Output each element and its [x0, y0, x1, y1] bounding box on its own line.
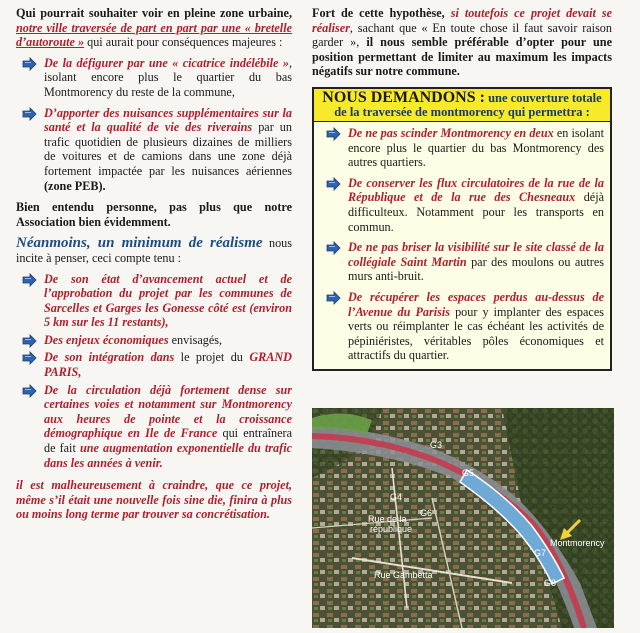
label-rue-2: république	[370, 524, 413, 534]
list-item: De la circulation déjà fortement dense sur certaines voies et notamment sur Montmorency aux heures de pointe et la croissance démographique en Ile de France qui entraînera de fait une augmentation exponentielle du trafic dans les années à venir.	[16, 383, 292, 471]
aerial-map	[312, 408, 614, 628]
list-item: De son état d’avancement actuel et de l’approbation du projet par les communes de Sarcelles et Garges les Gonesse côté est (environ 5 km sur les 11 restants),	[16, 272, 292, 330]
intro-paragraph: Qui pourrait souhaiter voir en pleine zone urbaine, notre ville traversée de part en part par une « bretelle d’autoroute » qui aurait pour conséquences majeures :	[16, 6, 292, 50]
arrow-bullet-icon	[326, 291, 341, 305]
list-item: De ne pas briser la visibilité sur le site classé de la collégiale Saint Martin par des moulons ou autres murs anti-bruit.	[320, 240, 604, 284]
list-item: De ne pas scinder Montmorency en deux en isolant encore plus le quartier du bas Montmorency des autres quartiers.	[320, 126, 604, 170]
demands-title: NOUS DEMANDONS : une couverture totale de la traversée de montmorency qui permettra :	[314, 89, 610, 122]
label-gambetta: Rue Gambetta	[374, 570, 433, 580]
label-montmorency: Montmorency	[550, 538, 605, 548]
list-item: Des enjeux économiques envisagés,	[16, 333, 292, 348]
demands-box	[312, 87, 612, 371]
hypothesis-paragraph: Fort de cette hypothèse, si toutefois ce projet devait se réaliser, sachant que « En toute chose il faut savoir raison garder », il nous semble préférable d’opter pour une position permettant de limiter au maximum les impacts négatifs sur notre commune.	[312, 6, 612, 79]
right-column	[312, 6, 612, 371]
statement-paragraph: Bien entendu personne, pas plus que notre Association bien évidemment.	[16, 200, 292, 229]
arrow-bullet-icon	[22, 351, 37, 365]
label-g4: G4	[390, 492, 403, 502]
arrow-bullet-icon	[326, 241, 341, 255]
arrow-bullet-icon	[22, 57, 37, 71]
list-item: De conserver les flux circulatoires de la rue de la République et de la rue des Chesneaux déjà difficulteux. Notamment pour les transports en commun.	[320, 176, 604, 234]
label-g5: G5	[462, 468, 475, 478]
label-rue-1: Rue de la	[368, 514, 407, 524]
label-g3: G3	[430, 440, 443, 450]
list-item: De la défigurer par une « cicatrice indélébile », isolant encore plus le quartier du bas Montmorency du reste de la commune,	[16, 56, 292, 100]
arrow-bullet-icon	[326, 127, 341, 141]
label-g6: G6	[420, 508, 433, 518]
conclusion-paragraph: il est malheureusement à craindre, que ce projet, même s’il était une nouvelle fois sine die, finira à plus ou moins long terme par trouver sa concrétisation.	[16, 478, 293, 522]
arrow-bullet-icon	[22, 273, 37, 287]
list-item: De récupérer les espaces perdus au-dessus de l’Avenue du Parisis pour y implanter des espaces verts ou réimplanter le cas échéant les activités de pépiniéristes, véritables pôles économiques et attractifs du quartier.	[320, 290, 604, 363]
label-g8: G8	[544, 578, 557, 588]
left-column	[16, 6, 292, 522]
arrow-bullet-icon	[22, 384, 37, 398]
realism-paragraph: Néanmoins, un minimum de réalisme nous incite à penser, ceci compte tenu :	[16, 235, 292, 265]
list-item: D’apporter des nuisances supplémentaires sur la santé et la qualité de vie des riverains par un trafic quotidien de plusieurs dizaines de milliers de voitures et de camions dans une zone déjà fortement impactée par les nuisances aériennes (zone PEB).	[16, 106, 292, 194]
arrow-bullet-icon	[326, 177, 341, 191]
list-item: De son intégration dans le projet du GRAND PARIS,	[16, 350, 292, 379]
arrow-bullet-icon	[22, 107, 37, 121]
label-g7: G7	[534, 548, 547, 558]
arrow-bullet-icon	[22, 334, 37, 348]
aerial-photo	[312, 408, 614, 628]
